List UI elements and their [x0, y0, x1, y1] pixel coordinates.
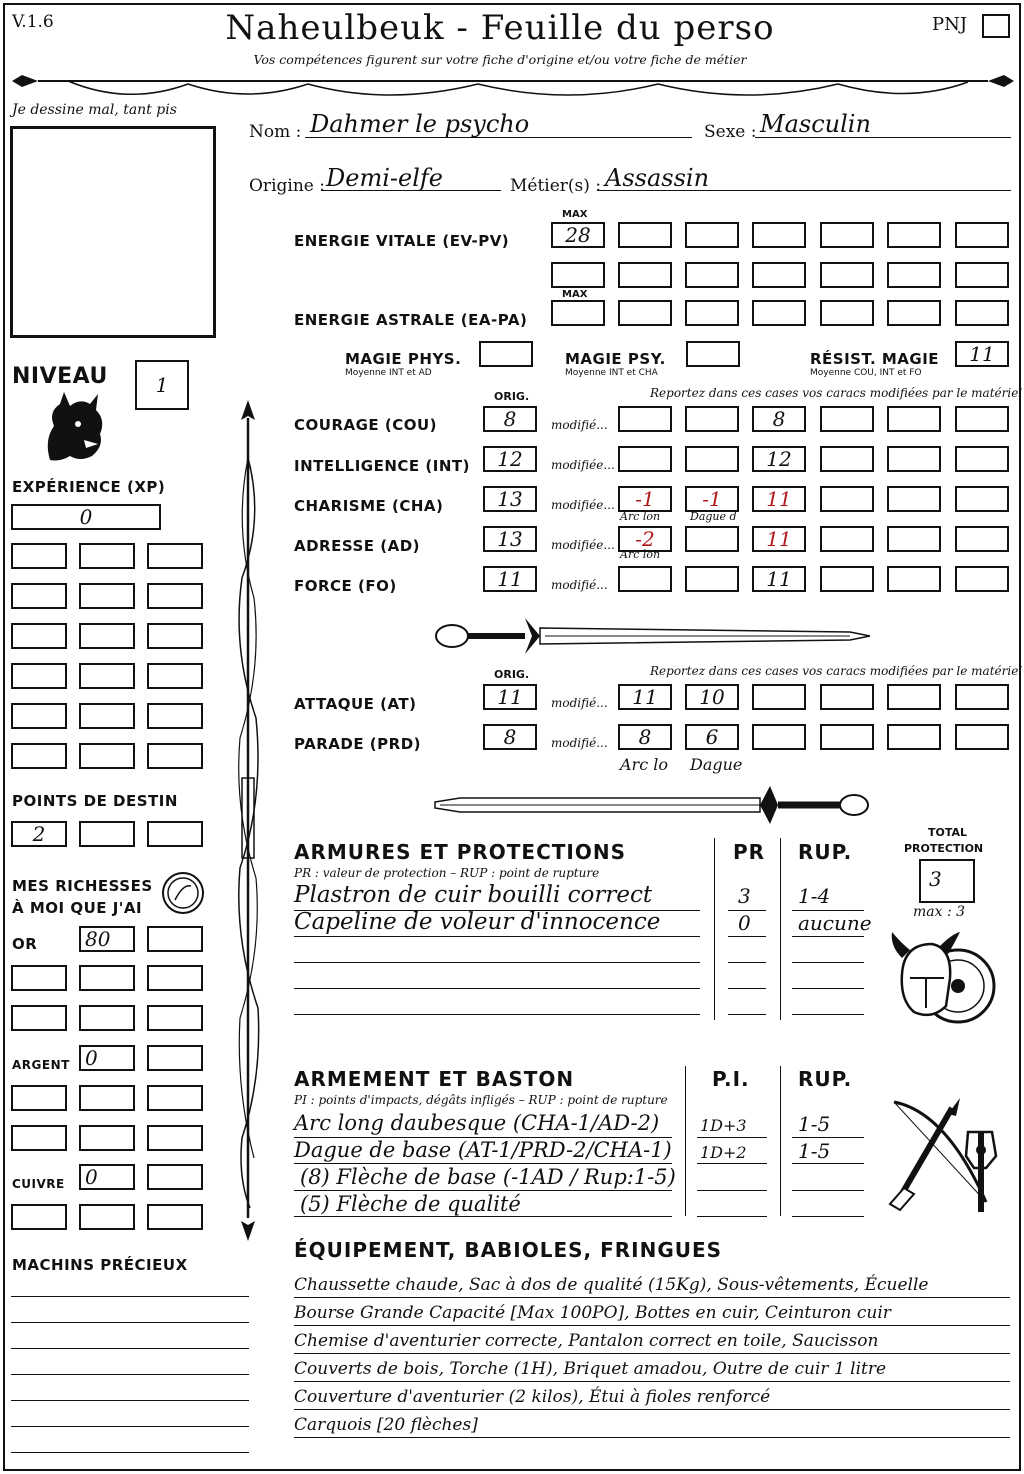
- sword-icon: [430, 782, 875, 828]
- armures-title: ARMURES ET PROTECTIONS: [294, 840, 626, 864]
- pr-line: [728, 936, 766, 937]
- armure-line: [294, 910, 700, 911]
- intelligence-mod-box[interactable]: [685, 446, 739, 472]
- combat-report-note: Reportez dans ces cases vos caracs modifiées par le matériel: [650, 664, 1023, 678]
- ea-box[interactable]: [887, 300, 941, 326]
- or-box[interactable]: 80: [79, 926, 135, 952]
- courage-modif-label: modifié...: [551, 418, 608, 432]
- equipement-rule: [294, 1409, 1010, 1410]
- spear-divider-icon: [8, 66, 1016, 106]
- attaque-modif-label: modifié...: [551, 696, 608, 710]
- rup-line: [792, 962, 864, 963]
- argent-label: ARGENT: [12, 1058, 70, 1072]
- armure-rup[interactable]: aucune: [798, 911, 872, 935]
- ev-box[interactable]: [887, 262, 941, 288]
- argent-box[interactable]: [79, 1085, 135, 1111]
- equipement-line[interactable]: Bourse Grande Capacité [Max 100PO], Bottes en cuir, Ceinturon cuir: [294, 1303, 891, 1323]
- magie-phys-label: MAGIE PHYS.: [345, 350, 462, 368]
- ev-box[interactable]: [685, 262, 739, 288]
- xp-track-box[interactable]: [79, 703, 135, 729]
- arme-line: [294, 1163, 672, 1164]
- or-box[interactable]: [147, 1005, 203, 1031]
- ev-box[interactable]: [820, 222, 874, 248]
- xp-track-box[interactable]: [147, 703, 203, 729]
- charisme-mod-box[interactable]: [955, 486, 1009, 512]
- arme-pi[interactable]: 1D+3: [700, 1116, 747, 1135]
- ev-box[interactable]: [752, 222, 806, 248]
- charisme-mod-box[interactable]: 11: [752, 486, 806, 512]
- xp-track-box[interactable]: [11, 703, 67, 729]
- ev-box[interactable]: [685, 222, 739, 248]
- max-protection-note: max : 3: [913, 904, 966, 920]
- adresse-mod-box[interactable]: [685, 526, 739, 552]
- rup-line: [792, 988, 864, 989]
- rup-line: [792, 1163, 864, 1164]
- equipement-line[interactable]: Chemise d'aventurier correcte, Pantalon correct en toile, Saucisson: [294, 1331, 879, 1351]
- argent-box[interactable]: 0: [79, 1045, 135, 1071]
- caracs-orig-label: ORIG.: [494, 390, 530, 403]
- xp-track-box[interactable]: [147, 623, 203, 649]
- sexe-label: Sexe :: [704, 122, 757, 142]
- machins-label: MACHINS PRÉCIEUX: [12, 1256, 188, 1274]
- attaque-mod-box[interactable]: [887, 684, 941, 710]
- adresse-orig-box[interactable]: 13: [483, 526, 537, 552]
- machins-line[interactable]: [11, 1452, 249, 1453]
- ea-label: ENERGIE ASTRALE (EA-PA): [294, 311, 528, 329]
- armure-name[interactable]: Plastron de cuir bouilli correct: [294, 882, 653, 908]
- courage-mod-box[interactable]: 8: [752, 406, 806, 432]
- cuivre-label: CUIVRE: [12, 1177, 65, 1191]
- equipement-rule: [294, 1381, 1010, 1382]
- xp-track-box[interactable]: [147, 663, 203, 689]
- charisme-mod-box[interactable]: [820, 486, 874, 512]
- equipement-rule: [294, 1437, 1010, 1438]
- armure-line[interactable]: [294, 988, 700, 989]
- pi-line: [697, 1216, 767, 1217]
- pi-line: [697, 1163, 767, 1164]
- total-protection-label: PROTECTION: [904, 842, 984, 855]
- total-protection-label: TOTAL: [928, 826, 968, 839]
- intelligence-mod-box[interactable]: [618, 446, 672, 472]
- argent-box[interactable]: [11, 1085, 67, 1111]
- resist-magie-note: Moyenne COU, INT et FO: [810, 368, 922, 378]
- pr-line: [728, 988, 766, 989]
- xp-track-box[interactable]: [147, 583, 203, 609]
- armement-note: PI : points d'impacts, dégâts infligés – RUP : point de rupture: [294, 1093, 668, 1107]
- parade-mod-box[interactable]: 6: [685, 724, 739, 750]
- armures-divider: [780, 838, 781, 1020]
- xp-label: EXPÉRIENCE (XP): [12, 478, 166, 496]
- total-protection-box[interactable]: 3: [919, 859, 975, 903]
- xp-track-box[interactable]: [11, 623, 67, 649]
- arme-rup[interactable]: 1-5: [798, 1112, 831, 1136]
- version-label: V.1.6: [12, 12, 54, 32]
- armure-line[interactable]: [294, 962, 700, 963]
- force-mod-box[interactable]: [887, 566, 941, 592]
- combat-note: Dague: [690, 755, 743, 774]
- machins-line[interactable]: [11, 1426, 249, 1427]
- intelligence-mod-box[interactable]: [955, 446, 1009, 472]
- or-box[interactable]: [147, 965, 203, 991]
- equipement-title: ÉQUIPEMENT, BABIOLES, FRINGUES: [294, 1238, 723, 1262]
- weapons-icon: [886, 1092, 1006, 1216]
- xp-track-box[interactable]: [11, 543, 67, 569]
- arme-pi[interactable]: 1D+2: [700, 1143, 747, 1162]
- sexe-line: [755, 137, 1011, 138]
- equipement-line[interactable]: Couverture d'aventurier (2 kilos), Étui à fioles renforcé: [294, 1387, 771, 1407]
- ea-box[interactable]: [685, 300, 739, 326]
- charisme-note: Arc lon: [620, 510, 661, 523]
- magie-phys-box[interactable]: [479, 341, 533, 367]
- rup-line: [792, 936, 864, 937]
- intelligence-modif-label: modifiée...: [551, 458, 615, 472]
- destin-label: POINTS DE DESTIN: [12, 792, 178, 810]
- or-box[interactable]: [147, 926, 203, 952]
- machins-line[interactable]: [11, 1400, 249, 1401]
- adresse-modif-label: modifiée...: [551, 538, 615, 552]
- equipement-line[interactable]: Chaussette chaude, Sac à dos de qualité (15Kg), Sous-vêtements, Écuelle: [294, 1275, 929, 1295]
- armures-rup-header: RUP.: [798, 840, 853, 864]
- ev-max-box[interactable]: 28: [551, 222, 605, 248]
- courage-label: COURAGE (COU): [294, 416, 438, 434]
- cuivre-box[interactable]: [147, 1164, 203, 1190]
- armement-rup-header: RUP.: [798, 1067, 853, 1091]
- xp-box[interactable]: 0: [11, 504, 161, 530]
- armures-divider: [714, 838, 715, 1020]
- force-modif-label: modifié...: [551, 578, 608, 592]
- xp-track-box[interactable]: [79, 583, 135, 609]
- arme-name[interactable]: (5) Flèche de qualité: [300, 1192, 521, 1216]
- combat-orig-label: ORIG.: [494, 668, 530, 681]
- xp-track-box[interactable]: [147, 543, 203, 569]
- resist-magie-label: RÉSIST. MAGIE: [810, 350, 940, 368]
- adresse-mod-box[interactable]: -2: [618, 526, 672, 552]
- attaque-orig-box[interactable]: 11: [483, 684, 537, 710]
- armement-divider: [685, 1066, 686, 1216]
- rup-line: [792, 910, 864, 911]
- arme-name[interactable]: Dague de base (AT-1/PRD-2/CHA-1): [294, 1138, 672, 1162]
- ea-box[interactable]: [820, 300, 874, 326]
- force-mod-box[interactable]: [955, 566, 1009, 592]
- xp-track-box[interactable]: [11, 583, 67, 609]
- parade-mod-box[interactable]: [820, 724, 874, 750]
- attaque-label: ATTAQUE (AT): [294, 695, 417, 713]
- xp-track-box[interactable]: [11, 743, 67, 769]
- metier-label: Métier(s) :: [510, 176, 602, 196]
- armures-note: PR : valeur de protection – RUP : point de rupture: [294, 866, 600, 880]
- rup-line: [792, 1014, 864, 1015]
- magie-psy-label: MAGIE PSY.: [565, 350, 666, 368]
- rup-line: [792, 1137, 864, 1138]
- parade-mod-box[interactable]: 8: [618, 724, 672, 750]
- magie-psy-note: Moyenne INT et CHA: [565, 368, 658, 378]
- or-box[interactable]: [79, 1005, 135, 1031]
- courage-mod-box[interactable]: [820, 406, 874, 432]
- combat-note: Arc lo: [620, 755, 668, 774]
- ev-box[interactable]: [618, 262, 672, 288]
- intelligence-mod-box[interactable]: [820, 446, 874, 472]
- ea-box[interactable]: [955, 300, 1009, 326]
- cuivre-box[interactable]: [147, 1204, 203, 1230]
- equipement-rule: [294, 1325, 1010, 1326]
- xp-track-box[interactable]: [79, 543, 135, 569]
- xp-track-box[interactable]: [147, 743, 203, 769]
- intelligence-label: INTELLIGENCE (INT): [294, 457, 470, 475]
- rup-line: [792, 1216, 864, 1217]
- courage-mod-box[interactable]: [618, 406, 672, 432]
- ea-max-box[interactable]: [551, 300, 605, 326]
- page-title: Naheulbeuk - Feuille du perso: [225, 8, 775, 48]
- arme-rup[interactable]: 1-5: [798, 1139, 831, 1163]
- origine-label: Origine :: [249, 176, 325, 196]
- destin-box[interactable]: [79, 821, 135, 847]
- intelligence-mod-box[interactable]: 12: [752, 446, 806, 472]
- armure-pr[interactable]: 0: [738, 911, 751, 935]
- parade-label: PARADE (PRD): [294, 735, 422, 753]
- equipement-line[interactable]: Carquois [20 flèches]: [294, 1415, 478, 1435]
- helmet-shield-icon: [888, 928, 1000, 1048]
- armement-pi-header: P.I.: [712, 1067, 750, 1091]
- parade-modif-label: modifié...: [551, 736, 608, 750]
- charisme-orig-box[interactable]: 13: [483, 486, 537, 512]
- equipement-line[interactable]: Couverts de bois, Torche (1H), Briquet amadou, Outre de cuir 1 litre: [294, 1359, 887, 1379]
- argent-box[interactable]: [11, 1125, 67, 1151]
- parade-mod-box[interactable]: [887, 724, 941, 750]
- or-box[interactable]: [11, 1005, 67, 1031]
- xp-track-box[interactable]: [11, 663, 67, 689]
- armement-divider: [780, 1066, 781, 1216]
- courage-mod-box[interactable]: [955, 406, 1009, 432]
- pi-line: [697, 1190, 767, 1191]
- pi-line: [697, 1137, 767, 1138]
- ea-box[interactable]: [752, 300, 806, 326]
- caracs-report-note: Reportez dans ces cases vos caracs modifiées par le matériel: [650, 386, 1023, 400]
- charisme-mod-box[interactable]: -1: [618, 486, 672, 512]
- arme-line: [294, 1137, 672, 1138]
- coin-icon: [160, 870, 206, 916]
- charisme-mod-box[interactable]: [887, 486, 941, 512]
- cuivre-box[interactable]: [79, 1204, 135, 1230]
- armure-name[interactable]: Capeline de voleur d'innocence: [294, 909, 661, 935]
- richesses-label-2: À MOI QUE J'AI: [12, 899, 143, 917]
- origine-value[interactable]: Demi-elfe: [326, 164, 443, 192]
- pr-line: [728, 1014, 766, 1015]
- parade-mod-box[interactable]: [752, 724, 806, 750]
- ev-box[interactable]: [551, 262, 605, 288]
- argent-box[interactable]: [147, 1085, 203, 1111]
- ev-box[interactable]: [752, 262, 806, 288]
- nom-value[interactable]: Dahmer le psycho: [310, 110, 530, 138]
- magie-phys-note: Moyenne INT et AD: [345, 368, 432, 378]
- adresse-mod-box[interactable]: [820, 526, 874, 552]
- force-label: FORCE (FO): [294, 577, 397, 595]
- armement-title: ARMEMENT ET BASTON: [294, 1067, 575, 1091]
- cuivre-box[interactable]: 0: [79, 1164, 135, 1190]
- rup-line: [792, 1190, 864, 1191]
- adresse-mod-box[interactable]: 11: [752, 526, 806, 552]
- sexe-value[interactable]: Masculin: [760, 110, 871, 138]
- adresse-label: ADRESSE (AD): [294, 537, 421, 555]
- destin-box[interactable]: [147, 821, 203, 847]
- adresse-mod-box[interactable]: [955, 526, 1009, 552]
- ev-max-label: MAX: [562, 209, 588, 220]
- richesses-label-1: MES RICHESSES: [12, 877, 153, 895]
- intelligence-mod-box[interactable]: [887, 446, 941, 472]
- pnj-checkbox[interactable]: [982, 14, 1010, 38]
- or-label: OR: [12, 935, 38, 953]
- xp-track-box[interactable]: [79, 743, 135, 769]
- machins-line[interactable]: [11, 1296, 249, 1297]
- courage-mod-box[interactable]: [685, 406, 739, 432]
- portrait-caption: Je dessine mal, tant pis: [12, 102, 177, 118]
- attaque-mod-box[interactable]: [955, 684, 1009, 710]
- armure-pr[interactable]: 3: [738, 884, 751, 908]
- equipement-rule: [294, 1297, 1010, 1298]
- attaque-mod-box[interactable]: 10: [685, 684, 739, 710]
- sword-icon: [430, 612, 875, 658]
- armure-line: [294, 936, 700, 937]
- pr-line: [728, 910, 766, 911]
- arme-name[interactable]: (8) Flèche de base (-1AD / Rup:1-5): [300, 1165, 676, 1189]
- force-mod-box[interactable]: [618, 566, 672, 592]
- force-orig-box[interactable]: 11: [483, 566, 537, 592]
- force-mod-box[interactable]: [820, 566, 874, 592]
- niveau-box[interactable]: 1: [135, 360, 189, 410]
- magie-psy-box[interactable]: [686, 341, 740, 367]
- ea-box[interactable]: [618, 300, 672, 326]
- ev-box[interactable]: [887, 222, 941, 248]
- charisme-modif-label: modifiée...: [551, 498, 615, 512]
- arme-line: [294, 1216, 672, 1217]
- charisme-mod-box[interactable]: -1: [685, 486, 739, 512]
- parade-orig-box[interactable]: 8: [483, 724, 537, 750]
- machins-line[interactable]: [11, 1374, 249, 1375]
- parade-mod-box[interactable]: [955, 724, 1009, 750]
- xp-track-box[interactable]: [79, 663, 135, 689]
- charisme-label: CHARISME (CHA): [294, 497, 444, 515]
- intelligence-orig-box[interactable]: 12: [483, 446, 537, 472]
- equipement-rule: [294, 1353, 1010, 1354]
- attaque-mod-box[interactable]: 11: [618, 684, 672, 710]
- attaque-mod-box[interactable]: [820, 684, 874, 710]
- xp-track-box[interactable]: [79, 623, 135, 649]
- ev-box[interactable]: [820, 262, 874, 288]
- ev-label: ENERGIE VITALE (EV-PV): [294, 232, 510, 250]
- pr-line: [728, 962, 766, 963]
- metier-value[interactable]: Assassin: [605, 164, 710, 192]
- argent-box[interactable]: [79, 1125, 135, 1151]
- adresse-mod-box[interactable]: [887, 526, 941, 552]
- force-mod-box[interactable]: 11: [752, 566, 806, 592]
- armures-pr-header: PR: [733, 840, 766, 864]
- argent-box[interactable]: [147, 1125, 203, 1151]
- cuivre-box[interactable]: [11, 1204, 67, 1230]
- force-mod-box[interactable]: [685, 566, 739, 592]
- arme-name[interactable]: Arc long daubesque (CHA-1/AD-2): [294, 1111, 660, 1135]
- arme-line: [294, 1190, 672, 1191]
- destin-box[interactable]: 2: [11, 821, 67, 847]
- ev-box[interactable]: [618, 222, 672, 248]
- origine-line: [321, 190, 501, 191]
- dragon-icon: [40, 390, 106, 464]
- ea-max-label: MAX: [562, 289, 588, 300]
- pnj-label: PNJ: [932, 14, 968, 35]
- nom-line: [305, 137, 692, 138]
- charisme-note: Dague d: [690, 510, 737, 523]
- ev-box[interactable]: [955, 262, 1009, 288]
- ev-box[interactable]: [955, 222, 1009, 248]
- attaque-mod-box[interactable]: [752, 684, 806, 710]
- armure-rup[interactable]: 1-4: [798, 884, 831, 908]
- courage-orig-box[interactable]: 8: [483, 406, 537, 432]
- adresse-note: Arc lon: [620, 548, 661, 561]
- page-subtitle: Vos compétences figurent sur votre fiche d'origine et/ou votre fiche de métier: [253, 52, 747, 67]
- armure-line[interactable]: [294, 1014, 700, 1015]
- portrait-box[interactable]: [10, 126, 216, 338]
- machins-line[interactable]: [11, 1348, 249, 1349]
- spear-vertical-icon: [228, 398, 268, 1243]
- machins-line[interactable]: [11, 1322, 249, 1323]
- niveau-label: NIVEAU: [12, 364, 108, 389]
- or-box[interactable]: [79, 965, 135, 991]
- metier-line: [597, 190, 1011, 191]
- argent-box[interactable]: [147, 1045, 203, 1071]
- nom-label: Nom :: [249, 122, 302, 142]
- courage-mod-box[interactable]: [887, 406, 941, 432]
- or-box[interactable]: [11, 965, 67, 991]
- resist-magie-box[interactable]: 11: [955, 341, 1009, 367]
